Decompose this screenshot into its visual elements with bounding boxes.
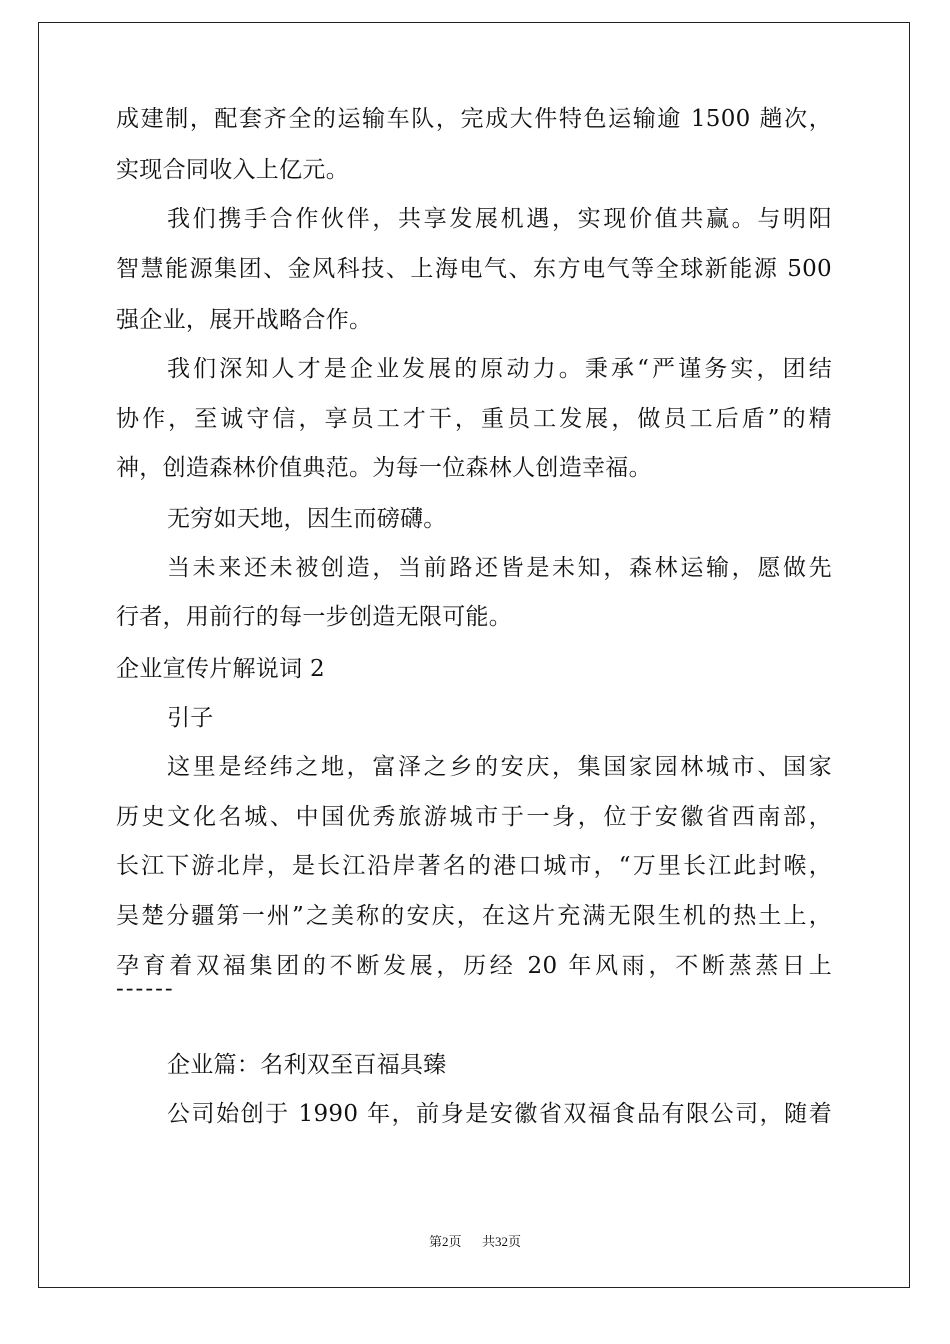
body-line-13: 历史文化名城、中国优秀旅游城市于一身，位于安徽省西南部， — [116, 804, 832, 830]
page-footer — [0, 1234, 950, 1250]
body-line-6: 我们深知人才是企业发展的原动力。秉承“严谨务实，团结 — [167, 356, 832, 382]
body-line-15: 吴楚分疆第一州”之美称的安庆，在这片充满无限生机的热土上， — [116, 903, 832, 929]
body-line-5: 强企业，展开战略合作。 — [116, 307, 373, 333]
body-line-7: 协作，至诚守信，享员工才干，重员工发展，做员工后盾”的精 — [116, 406, 832, 432]
page-number: 第2页 — [428, 1234, 462, 1249]
subheading-intro: 引子 — [167, 705, 214, 731]
section-heading: 企业宣传片解说词 2 — [116, 656, 325, 682]
body-line-12: 这里是经纬之地，富泽之乡的安庆，集国家园林城市、国家 — [167, 754, 832, 780]
body-line-16: 孕育着双福集团的不断发展，历经 20 年风雨，不断蒸蒸日上 — [116, 953, 832, 979]
subheading-enterprise: 企业篇：名利双至百福具臻 — [167, 1052, 447, 1078]
body-line-2: 实现合同收入上亿元。 — [116, 157, 349, 183]
body-line-10: 当未来还未被创造，当前路还皆是未知，森林运输，愿做先 — [167, 555, 832, 581]
body-line-14: 长江下游北岸，是长江沿岸著名的港口城市，“万里长江此封喉， — [116, 853, 832, 879]
body-line-9: 无穷如天地，因生而磅礴。 — [167, 506, 447, 532]
body-line-1: 成建制，配套齐全的运输车队，完成大件特色运输逾 1500 趟次， — [116, 106, 832, 132]
dash-separator: ------ — [116, 976, 175, 1002]
body-line-11: 行者，用前行的每一步创造无限可能。 — [116, 604, 513, 630]
body-line-4: 智慧能源集团、金风科技、上海电气、东方电气等全球新能源 500 — [116, 256, 832, 282]
body-line-8: 神，创造森林价值典范。为每一位森林人创造幸福。 — [116, 455, 652, 481]
body-line-3: 我们携手合作伙伴，共享发展机遇，实现价值共赢。与明阳 — [167, 206, 832, 232]
body-line-17: 公司始创于 1990 年，前身是安徽省双福食品有限公司，随着 — [167, 1101, 832, 1127]
page-total: 共32页 — [482, 1234, 522, 1249]
